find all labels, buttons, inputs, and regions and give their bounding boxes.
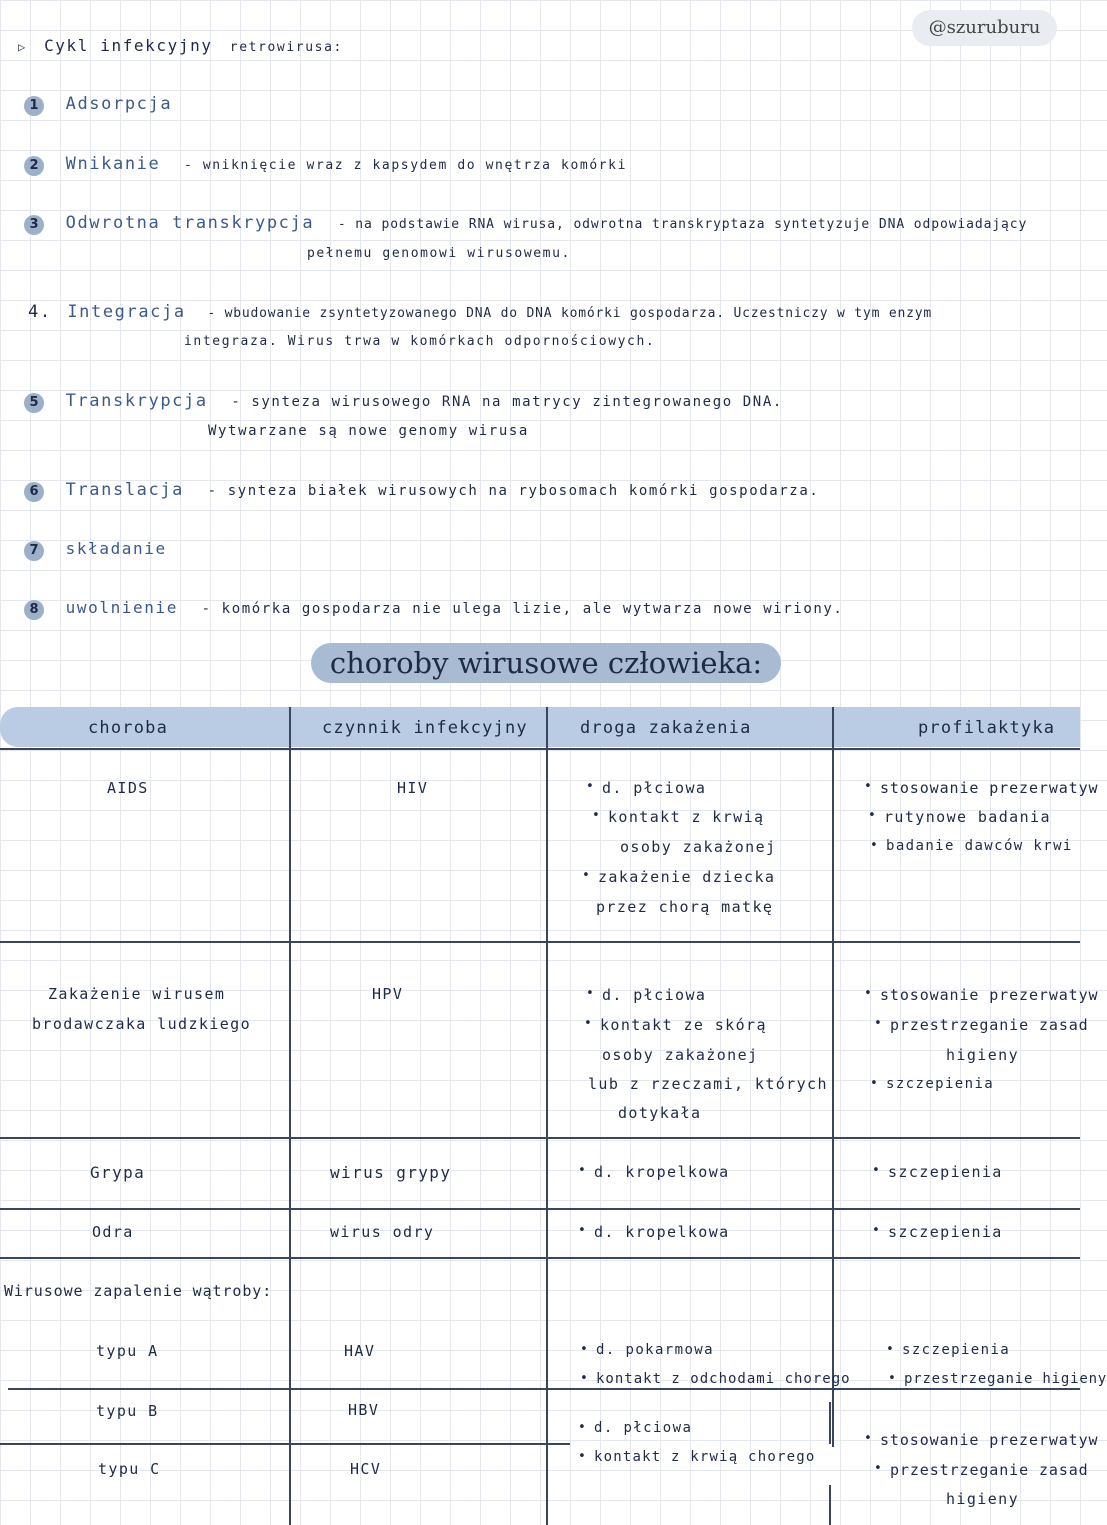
- prevention-item-continued: higieny: [946, 1490, 1020, 1508]
- prevention-item: • szczepienia: [886, 1076, 994, 1092]
- step-number-badge: 1: [24, 96, 44, 116]
- prevention-item: • przestrzeganie zasad: [890, 1016, 1089, 1034]
- step-1: [24, 94, 172, 116]
- step-name: Odwrotna transkrypcja: [65, 213, 315, 233]
- prevention-item: • szczepienia: [902, 1342, 1010, 1358]
- step-name: uwolnienie: [65, 598, 178, 617]
- route-item-continued: dotykała: [618, 1104, 702, 1122]
- prevention-item: • stosowanie prezerwatyw: [880, 1431, 1098, 1449]
- step-description: - synteza wirusowego RNA na matrycy zintegrowanego DNA.: [231, 394, 783, 410]
- author-watermark: @szuruburu: [912, 10, 1057, 46]
- column-divider: [832, 707, 834, 1447]
- disease-measles: Odra: [92, 1223, 134, 1241]
- step-2: [24, 154, 627, 176]
- route-item: • d. płciowa: [594, 1420, 692, 1436]
- hepatitis-type-c: typu C: [98, 1460, 161, 1478]
- prevention-item: • przestrzeganie higieny: [904, 1371, 1107, 1387]
- step-6: [24, 480, 819, 502]
- step-number-badge: 3: [24, 215, 44, 235]
- column-divider: [546, 707, 548, 1525]
- step-description: - komórka gospodarza nie ulega lizie, ale wytwarza nowe wiriony.: [201, 601, 844, 617]
- route-item: • d. kropelkowa: [594, 1223, 730, 1241]
- prevention-item: • stosowanie prezerwatyw: [880, 986, 1098, 1004]
- arrow-icon: ▷: [18, 40, 27, 54]
- row-divider: [0, 1137, 1080, 1139]
- section-title: ▷ Cykl infekcyjny retrowirusa:: [18, 36, 343, 55]
- step-8: [24, 598, 843, 620]
- route-item: • d. płciowa: [602, 779, 706, 797]
- step-description: - wniknięcie wraz z kapsydem do wnętrza komórki: [183, 158, 628, 173]
- row-divider: [0, 941, 1080, 943]
- step-number-badge: 8: [24, 600, 44, 620]
- column-divider: [829, 1402, 831, 1444]
- step-7: [24, 539, 167, 561]
- row-divider: [0, 1443, 570, 1445]
- section-banner: choroby wirusowe człowieka:: [311, 643, 781, 683]
- disease-aids: AIDS: [107, 779, 149, 797]
- agent-hpv: HPV: [372, 985, 404, 1003]
- prevention-item: • stosowanie prezerwatyw: [880, 779, 1098, 797]
- agent-hiv: HIV: [397, 779, 429, 797]
- row-divider: [0, 748, 1080, 750]
- step-name: składanie: [65, 539, 167, 558]
- disease-hepatitis: Wirusowe zapalenie wątroby:: [4, 1282, 273, 1300]
- route-item: • d. kropelkowa: [594, 1163, 730, 1181]
- agent-flu: wirus grypy: [330, 1163, 452, 1182]
- agent-hav: HAV: [344, 1342, 376, 1360]
- route-item: • zakażenie dziecka: [598, 868, 775, 886]
- step-description-continued: integraza. Wirus trwa w komórkach odpornościowych.: [184, 334, 656, 349]
- step-number-badge: 7: [24, 541, 44, 561]
- disease-flu: Grypa: [90, 1163, 146, 1182]
- route-item: • kontakt ze skórą: [600, 1016, 767, 1034]
- step-number-plain: 4.: [28, 302, 52, 322]
- column-divider: [289, 707, 291, 1525]
- disease-hpv: Zakażenie wirusem: [48, 985, 226, 1003]
- agent-hbv: HBV: [348, 1401, 380, 1419]
- hepatitis-type-b: typu B: [96, 1402, 159, 1420]
- route-item: • d. płciowa: [602, 986, 706, 1004]
- step-4: [28, 302, 932, 322]
- row-divider: [0, 1208, 1080, 1210]
- prevention-item: • przestrzeganie zasad: [890, 1461, 1089, 1479]
- prevention-item: • rutynowe badania: [884, 808, 1051, 826]
- row-divider: [0, 1257, 1080, 1259]
- step-name: Integracja: [67, 302, 186, 322]
- route-item-continued: lub z rzeczami, których: [588, 1075, 828, 1093]
- route-item-continued: przez chorą matkę: [596, 898, 774, 916]
- prevention-item: • szczepienia: [888, 1163, 1003, 1181]
- row-divider: [8, 1388, 1080, 1390]
- header-prevention: profilaktyka: [918, 718, 1056, 738]
- route-item-continued: osoby zakażonej: [620, 838, 777, 856]
- step-number-badge: 6: [24, 482, 44, 502]
- step-description-continued: Wytwarzane są nowe genomy wirusa: [208, 423, 529, 439]
- agent-hcv: HCV: [350, 1460, 382, 1478]
- route-item: • d. pokarmowa: [596, 1342, 714, 1358]
- header-disease: choroba: [88, 718, 169, 738]
- step-description: - na podstawie RNA wirusa, odwrotna transkryptaza syntetyzuje DNA odpowiadający: [337, 217, 1028, 232]
- route-item: • kontakt z krwią chorego: [594, 1449, 815, 1465]
- step-name: Wnikanie: [65, 154, 161, 174]
- step-number-badge: 5: [24, 393, 44, 413]
- header-agent: czynnik infekcyjny: [322, 718, 528, 738]
- column-divider: [829, 1485, 831, 1525]
- hepatitis-type-a: typu A: [96, 1342, 159, 1360]
- step-description-continued: pełnemu genomowi wirusowemu.: [307, 246, 571, 261]
- prevention-item-continued: higieny: [946, 1046, 1020, 1064]
- header-route: droga zakażenia: [580, 718, 752, 738]
- step-3: [24, 213, 1027, 235]
- route-item-continued: osoby zakażonej: [602, 1046, 759, 1064]
- step-name: Translacja: [65, 480, 184, 500]
- step-name: Adsorpcja: [65, 94, 173, 114]
- prevention-item: • badanie dawców krwi: [886, 838, 1073, 854]
- step-description: - synteza białek wirusowych na rybosomach komórki gospodarza.: [207, 483, 820, 499]
- prevention-item: • szczepienia: [888, 1223, 1003, 1241]
- step-description: - wbudowanie zsyntetyzowanego DNA do DNA komórki gospodarza. Uczestniczy w tym enzym: [207, 306, 932, 321]
- step-name: Transkrypcja: [65, 391, 208, 411]
- disease-hpv-continued: brodawczaka ludzkiego: [32, 1015, 252, 1033]
- agent-measles: wirus odry: [330, 1223, 435, 1241]
- step-5: [24, 391, 783, 413]
- route-item: • kontakt z odchodami chorego: [596, 1371, 851, 1387]
- route-item: • kontakt z krwią: [608, 808, 764, 826]
- step-number-badge: 2: [24, 156, 44, 176]
